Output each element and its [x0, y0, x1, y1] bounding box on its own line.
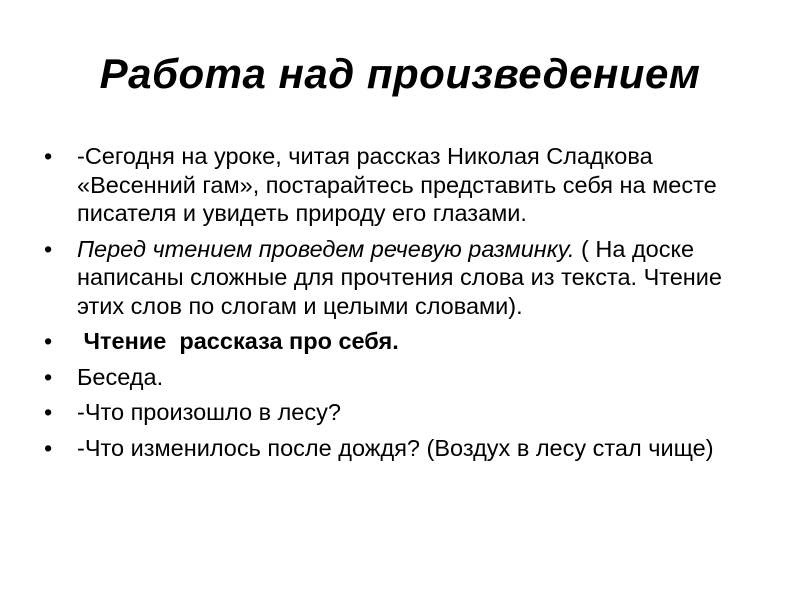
bullet-icon: • — [44, 399, 53, 425]
list-item — [44, 398, 744, 427]
bullet-icon: • — [44, 143, 53, 169]
list-item-italic-text: Перед чтением проведем речевую разминку. — [77, 235, 575, 262]
list-item-text: -Что произошло в лесу? — [77, 399, 341, 425]
bullet-icon: • — [44, 434, 53, 461]
list-item — [44, 327, 744, 356]
list-item — [44, 142, 744, 228]
list-item-text: -Сегодня на уроке, читая рассказ Николая Сладкова «Весенний гам», постарайтесь представить себя на месте писателя и увидеть природу его глазами. — [77, 143, 717, 226]
bullet-list — [44, 142, 744, 469]
list-item — [44, 434, 744, 463]
bullet-icon: • — [44, 328, 53, 354]
list-item-text: -Что изменилось после дождя? (Воздух в лесу стал чище) — [77, 434, 714, 461]
bullet-icon: • — [44, 363, 53, 390]
slide-title: Работа над произведением — [99, 50, 701, 97]
bullet-icon: • — [44, 235, 53, 262]
list-item-text: ( На доске написаны сложные для прочтения слова из текста. Чтение этих слов по слогам и целыми словами). — [77, 235, 722, 319]
list-item — [44, 363, 744, 392]
list-item-bold-text: Чтение рассказа про себя. — [77, 328, 399, 354]
list-item-text: Беседа. — [77, 363, 164, 390]
list-item — [44, 235, 744, 321]
